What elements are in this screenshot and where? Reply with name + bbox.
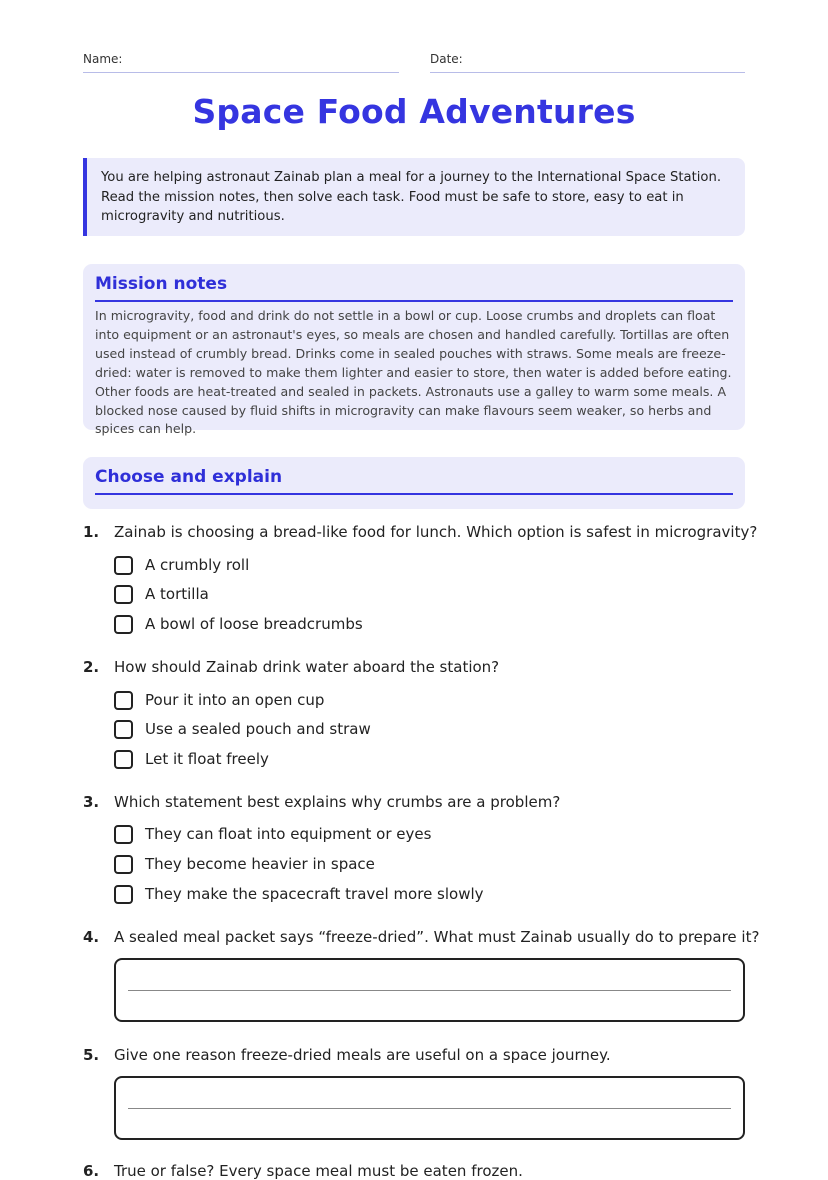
option-label: Let it float freely xyxy=(145,750,269,768)
checkbox[interactable] xyxy=(114,556,133,575)
page-title: Space Food Adventures xyxy=(192,92,636,131)
name-line xyxy=(83,72,399,73)
question-number: 3. xyxy=(83,793,100,811)
checkbox[interactable] xyxy=(114,691,133,710)
question-number: 5. xyxy=(83,1046,100,1064)
date-line xyxy=(430,72,745,73)
question-text: True or false? Every space meal must be eaten frozen. xyxy=(114,1162,523,1180)
choose-explain-panel xyxy=(83,457,745,509)
option-label: Use a sealed pouch and straw xyxy=(145,720,371,738)
question-number: 1. xyxy=(83,523,100,541)
checkbox[interactable] xyxy=(114,885,133,904)
option-label: A crumbly roll xyxy=(145,556,250,574)
q1-option-3[interactable] xyxy=(114,612,363,636)
question-text: Give one reason freeze-dried meals are useful on a space journey. xyxy=(114,1046,611,1064)
answer-box-4[interactable] xyxy=(114,958,745,1022)
question-text: A sealed meal packet says “freeze-dried”. What must Zainab usually do to prepare it? xyxy=(114,928,760,946)
option-label: They become heavier in space xyxy=(145,855,375,873)
q3-option-3[interactable] xyxy=(114,882,484,906)
question-text: Zainab is choosing a bread-like food for lunch. Which option is safest in microgravity? xyxy=(114,523,758,541)
checkbox[interactable] xyxy=(114,585,133,604)
q2-option-1[interactable] xyxy=(114,688,324,712)
intro-callout: You are helping astronaut Zainab plan a meal for a journey to the International Space Station. Read the mission notes, then solve each task. Food must be safe to store, easy to eat in microgravity and nutritious. xyxy=(83,158,745,236)
question-number: 2. xyxy=(83,658,100,676)
option-label: A bowl of loose breadcrumbs xyxy=(145,615,363,633)
date-field[interactable] xyxy=(430,52,745,66)
checkbox[interactable] xyxy=(114,750,133,769)
q2-option-2[interactable] xyxy=(114,717,371,741)
option-label: They make the spacecraft travel more slowly xyxy=(145,885,484,903)
mission-notes-panel xyxy=(83,264,745,437)
checkbox[interactable] xyxy=(114,825,133,844)
answer-line xyxy=(128,990,731,991)
answer-line xyxy=(128,1108,731,1109)
option-label: They can float into equipment or eyes xyxy=(145,825,432,843)
question-text: How should Zainab drink water aboard the station? xyxy=(114,658,500,676)
date-label: Date: xyxy=(430,52,463,66)
q3-option-1[interactable] xyxy=(114,822,431,846)
question-number: 6. xyxy=(83,1162,100,1180)
question-number: 4. xyxy=(83,928,100,946)
option-label: Pour it into an open cup xyxy=(145,691,325,709)
name-label: Name: xyxy=(83,52,123,66)
checkbox[interactable] xyxy=(114,720,133,739)
q3-option-2[interactable] xyxy=(114,852,375,876)
q2-option-3[interactable] xyxy=(114,747,269,771)
choose-explain-heading: Choose and explain xyxy=(95,467,733,495)
q1-option-2[interactable] xyxy=(114,582,209,606)
answer-box-5[interactable] xyxy=(114,1076,745,1140)
question-text: Which statement best explains why crumbs are a problem? xyxy=(114,793,561,811)
option-label: A tortilla xyxy=(145,585,209,603)
mission-notes-heading: Mission notes xyxy=(95,274,733,302)
q1-option-1[interactable] xyxy=(114,553,249,577)
checkbox[interactable] xyxy=(114,855,133,874)
name-field[interactable] xyxy=(83,52,399,66)
mission-notes-body: In microgravity, food and drink do not settle in a bowl or cup. Loose crumbs and droplets can float into equipment or an astronaut's eyes, so meals are chosen and handled carefully. Tortillas are often used instead of crumbly bread. Drinks come in sealed pouches with straws. Some meals are freeze-dried: water is removed to make them lighter and easier to store, then water is added before eating. Other foods are heat-treated and sealed in packets. Astronauts use a galley to warm some meals. A blocked nose caused by fluid shifts in microgravity can make flavours seem weaker, so herbs and spices can help. xyxy=(95,308,732,437)
checkbox[interactable] xyxy=(114,615,133,634)
